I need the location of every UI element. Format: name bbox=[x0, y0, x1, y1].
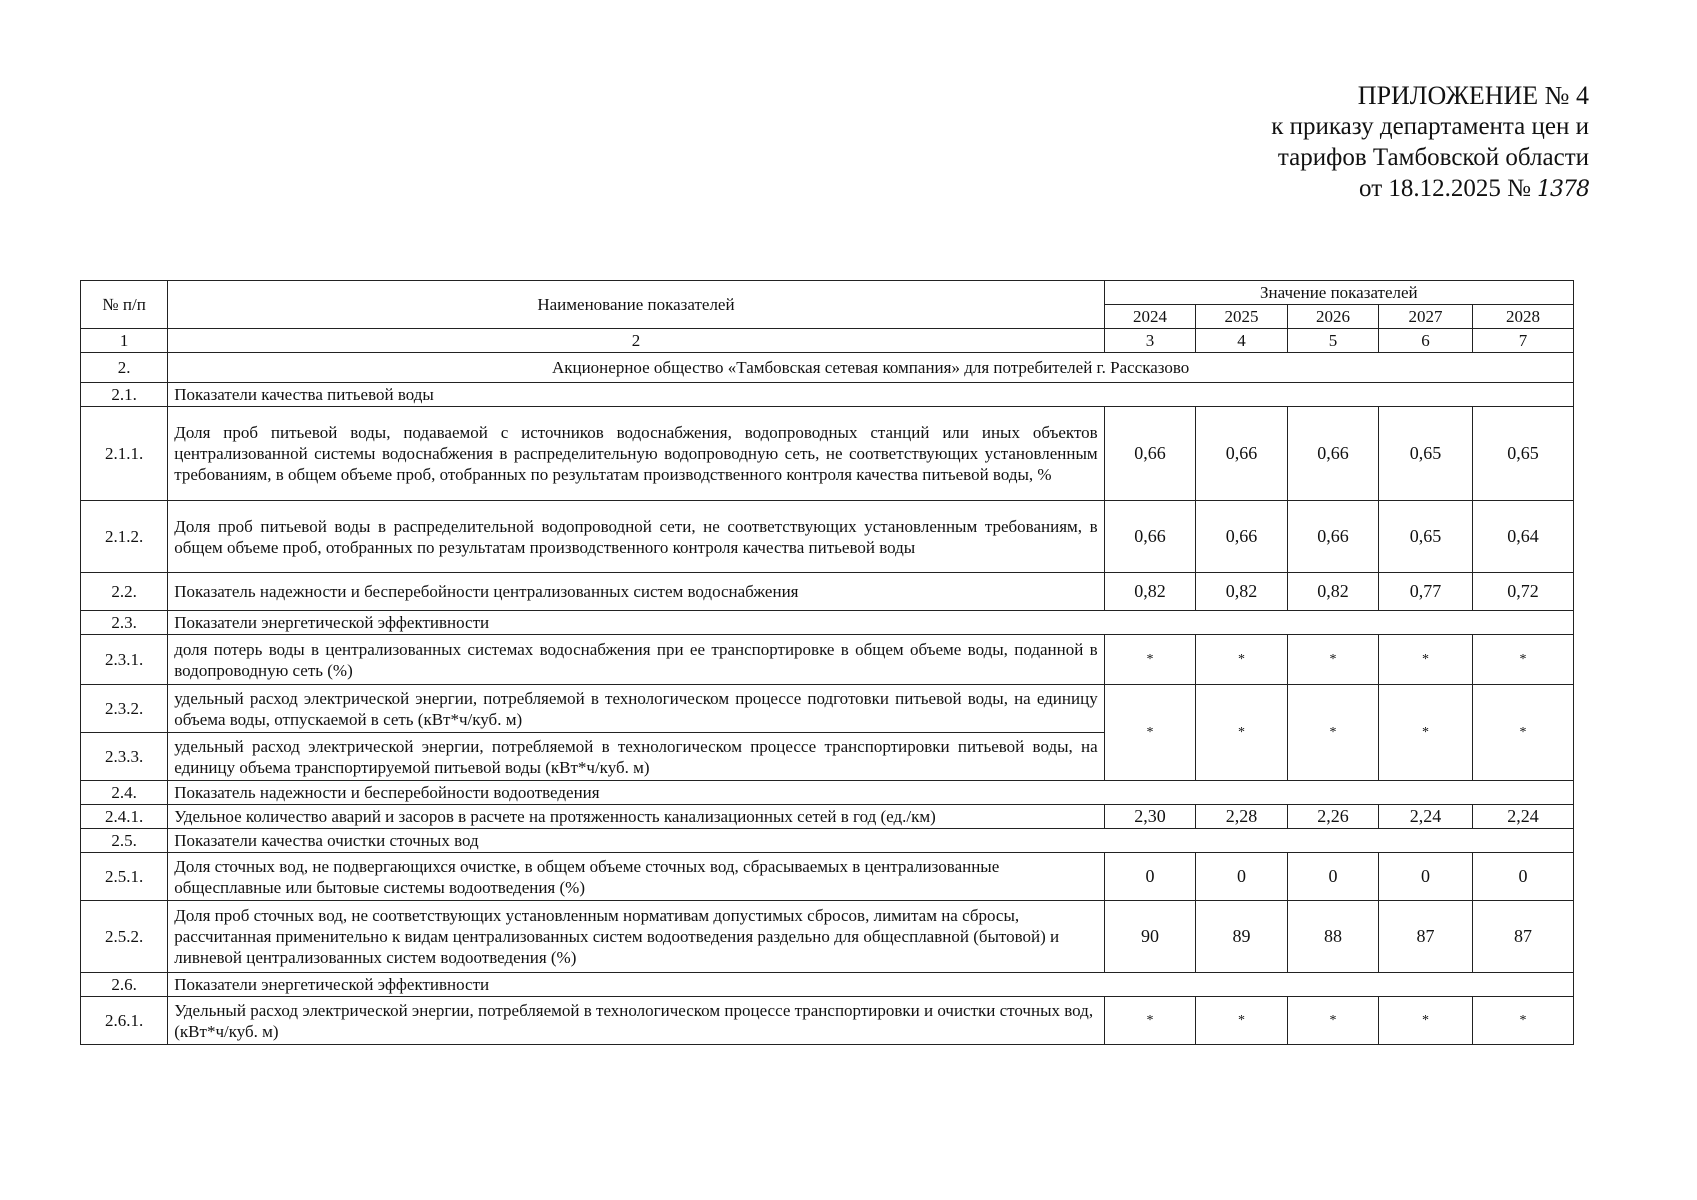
row-number: 2.5.1. bbox=[81, 853, 168, 901]
value-cell: 0,72 bbox=[1472, 573, 1573, 611]
column-number: 3 bbox=[1104, 329, 1196, 353]
header-year: 2024 bbox=[1104, 305, 1196, 329]
value-cell: 0 bbox=[1196, 853, 1288, 901]
order-date-line bbox=[1271, 173, 1589, 205]
column-number: 6 bbox=[1379, 329, 1473, 353]
value-cell: * bbox=[1104, 997, 1196, 1045]
value-cell: * bbox=[1104, 685, 1196, 781]
table-row bbox=[81, 805, 1574, 829]
value-cell: 0,66 bbox=[1104, 407, 1196, 501]
value-cell: * bbox=[1196, 997, 1288, 1045]
value-cell: * bbox=[1472, 997, 1573, 1045]
subsection-row bbox=[81, 973, 1574, 997]
value-cell: 0 bbox=[1287, 853, 1379, 901]
table-row bbox=[81, 853, 1574, 901]
value-cell: 89 bbox=[1196, 901, 1288, 973]
indicator-name: Доля проб сточных вод, не соответствующих установленным нормативам допустимых сбросов, лимитам на сбросы, рассчитанная применительно к видам централизованных систем водоотведения раздельно для общесплавной (бытовой) и ливневой централизованных систем водоотведения (%) bbox=[168, 901, 1104, 973]
value-cell: 0,66 bbox=[1196, 501, 1288, 573]
value-cell: 0,66 bbox=[1196, 407, 1288, 501]
value-cell: 0,65 bbox=[1379, 501, 1473, 573]
row-number: 2.3.1. bbox=[81, 635, 168, 685]
header-name: Наименование показателей bbox=[168, 281, 1104, 329]
column-number: 4 bbox=[1196, 329, 1288, 353]
row-number: 2.1.1. bbox=[81, 407, 168, 501]
value-cell: 2,28 bbox=[1196, 805, 1288, 829]
header-year: 2026 bbox=[1287, 305, 1379, 329]
subsection-title: Показатели качества питьевой воды bbox=[168, 383, 1574, 407]
table-row bbox=[81, 997, 1574, 1045]
value-cell: 0 bbox=[1379, 853, 1473, 901]
subsection-row bbox=[81, 611, 1574, 635]
value-cell: * bbox=[1379, 685, 1473, 781]
handwritten-order-number: 1378 bbox=[1537, 177, 1589, 202]
department-line: тарифов Тамбовской области bbox=[1277, 144, 1589, 171]
value-cell: * bbox=[1379, 635, 1473, 685]
value-cell: * bbox=[1379, 997, 1473, 1045]
value-cell: 90 bbox=[1104, 901, 1196, 973]
value-cell: * bbox=[1196, 635, 1288, 685]
value-cell: * bbox=[1104, 635, 1196, 685]
row-number: 2.5. bbox=[81, 829, 168, 853]
subsection-row bbox=[81, 829, 1574, 853]
subsection-row bbox=[81, 781, 1574, 805]
indicator-name: удельный расход электрической энергии, потребляемой в технологическом процессе подготовки питьевой воды, на единицу объема воды, отпускаемой в сеть (кВт*ч/куб. м) bbox=[168, 685, 1104, 733]
value-cell: 0,65 bbox=[1472, 407, 1573, 501]
value-cell: 0,82 bbox=[1104, 573, 1196, 611]
value-cell: * bbox=[1287, 635, 1379, 685]
indicator-name: Удельное количество аварий и засоров в расчете на протяженность канализационных сетей в год (ед./км) bbox=[168, 805, 1104, 829]
indicator-name: Доля сточных вод, не подвергающихся очистке, в общем объеме сточных вод, сбрасываемых в централизованные общесплавные или бытовые системы водоотведения (%) bbox=[168, 853, 1104, 901]
header-year: 2025 bbox=[1196, 305, 1288, 329]
appendix-title: ПРИЛОЖЕНИЕ № 4 bbox=[1357, 81, 1589, 110]
value-cell: 87 bbox=[1379, 901, 1473, 973]
organization-title: Акционерное общество «Тамбовская сетевая компания» для потребителей г. Рассказово bbox=[168, 353, 1574, 383]
value-cell: 88 bbox=[1287, 901, 1379, 973]
column-number-row bbox=[81, 329, 1574, 353]
table-row bbox=[81, 901, 1574, 973]
order-reference-line: к приказу департамента цен и bbox=[1271, 113, 1589, 140]
row-number: 2.3.2. bbox=[81, 685, 168, 733]
value-cell: * bbox=[1287, 997, 1379, 1045]
indicator-name: удельный расход электрической энергии, потребляемой в технологическом процессе транспортировки питьевой воды, на единицу объема транспортируемой питьевой воды (кВт*ч/куб. м) bbox=[168, 733, 1104, 781]
subsection-title: Показатели энергетической эффективности bbox=[168, 973, 1574, 997]
subsection-title: Показатели энергетической эффективности bbox=[168, 611, 1574, 635]
header-year: 2027 bbox=[1379, 305, 1473, 329]
row-number: 2.4.1. bbox=[81, 805, 168, 829]
value-cell: 0,82 bbox=[1287, 573, 1379, 611]
value-cell: 2,24 bbox=[1379, 805, 1473, 829]
table-row bbox=[81, 635, 1574, 685]
value-cell: * bbox=[1196, 685, 1288, 781]
indicator-name: Удельный расход электрической энергии, потребляемой в технологическом процессе транспортировки и очистки сточных вод, (кВт*ч/куб. м) bbox=[168, 997, 1104, 1045]
row-number: 2.6. bbox=[81, 973, 168, 997]
order-date: от 18.12.2025 № bbox=[1359, 175, 1531, 202]
value-cell: 2,26 bbox=[1287, 805, 1379, 829]
value-cell: * bbox=[1472, 635, 1573, 685]
row-number: 2.6.1. bbox=[81, 997, 168, 1045]
row-number: 2.3.3. bbox=[81, 733, 168, 781]
subsection-title: Показатели качества очистки сточных вод bbox=[168, 829, 1574, 853]
value-cell: 0 bbox=[1104, 853, 1196, 901]
document-header bbox=[1271, 80, 1589, 205]
subsection-row bbox=[81, 383, 1574, 407]
value-cell: 0,66 bbox=[1104, 501, 1196, 573]
value-cell: 0 bbox=[1472, 853, 1573, 901]
row-number: 2.5.2. bbox=[81, 901, 168, 973]
column-number: 5 bbox=[1287, 329, 1379, 353]
row-number: 2. bbox=[81, 353, 168, 383]
value-cell: 0,66 bbox=[1287, 407, 1379, 501]
header-year: 2028 bbox=[1472, 305, 1573, 329]
row-number: 2.1. bbox=[81, 383, 168, 407]
column-number: 1 bbox=[81, 329, 168, 353]
indicator-name: Доля проб питьевой воды, подаваемой с источников водоснабжения, водопроводных станций или иных объектов централизованной системы водоснабжения в распределительную водопроводную сеть, не соответствующих установленным требованиям, в общем объеме проб, отобранных по результатам производственного контроля качества питьевой воды, % bbox=[168, 407, 1104, 501]
indicator-name: Доля проб питьевой воды в распределительной водопроводной сети, не соответствующих установленным требованиям, в общем объеме проб, отобранных по результатам производственного контроля качества питьевой воды bbox=[168, 501, 1104, 573]
row-number: 2.2. bbox=[81, 573, 168, 611]
value-cell: 0,77 bbox=[1379, 573, 1473, 611]
column-number: 2 bbox=[168, 329, 1104, 353]
indicator-name: доля потерь воды в централизованных системах водоснабжения при ее транспортировке в общем объеме воды, поданной в водопроводную сеть (%) bbox=[168, 635, 1104, 685]
row-number: 2.3. bbox=[81, 611, 168, 635]
indicators-table bbox=[80, 280, 1574, 1045]
table-row bbox=[81, 407, 1574, 501]
row-number: 2.1.2. bbox=[81, 501, 168, 573]
subsection-title: Показатель надежности и бесперебойности водоотведения bbox=[168, 781, 1574, 805]
value-cell: * bbox=[1472, 685, 1573, 781]
value-cell: * bbox=[1287, 685, 1379, 781]
table-row bbox=[81, 501, 1574, 573]
column-number: 7 bbox=[1472, 329, 1573, 353]
value-cell: 2,24 bbox=[1472, 805, 1573, 829]
value-cell: 0,64 bbox=[1472, 501, 1573, 573]
header-no: № п/п bbox=[81, 281, 168, 329]
table-row bbox=[81, 685, 1574, 733]
value-cell: 0,65 bbox=[1379, 407, 1473, 501]
table-row bbox=[81, 573, 1574, 611]
section-row bbox=[81, 353, 1574, 383]
row-number: 2.4. bbox=[81, 781, 168, 805]
value-cell: 0,66 bbox=[1287, 501, 1379, 573]
value-cell: 2,30 bbox=[1104, 805, 1196, 829]
value-cell: 0,82 bbox=[1196, 573, 1288, 611]
indicator-name: Показатель надежности и бесперебойности централизованных систем водоснабжения bbox=[168, 573, 1104, 611]
header-values: Значение показателей bbox=[1104, 281, 1573, 305]
value-cell: 87 bbox=[1472, 901, 1573, 973]
